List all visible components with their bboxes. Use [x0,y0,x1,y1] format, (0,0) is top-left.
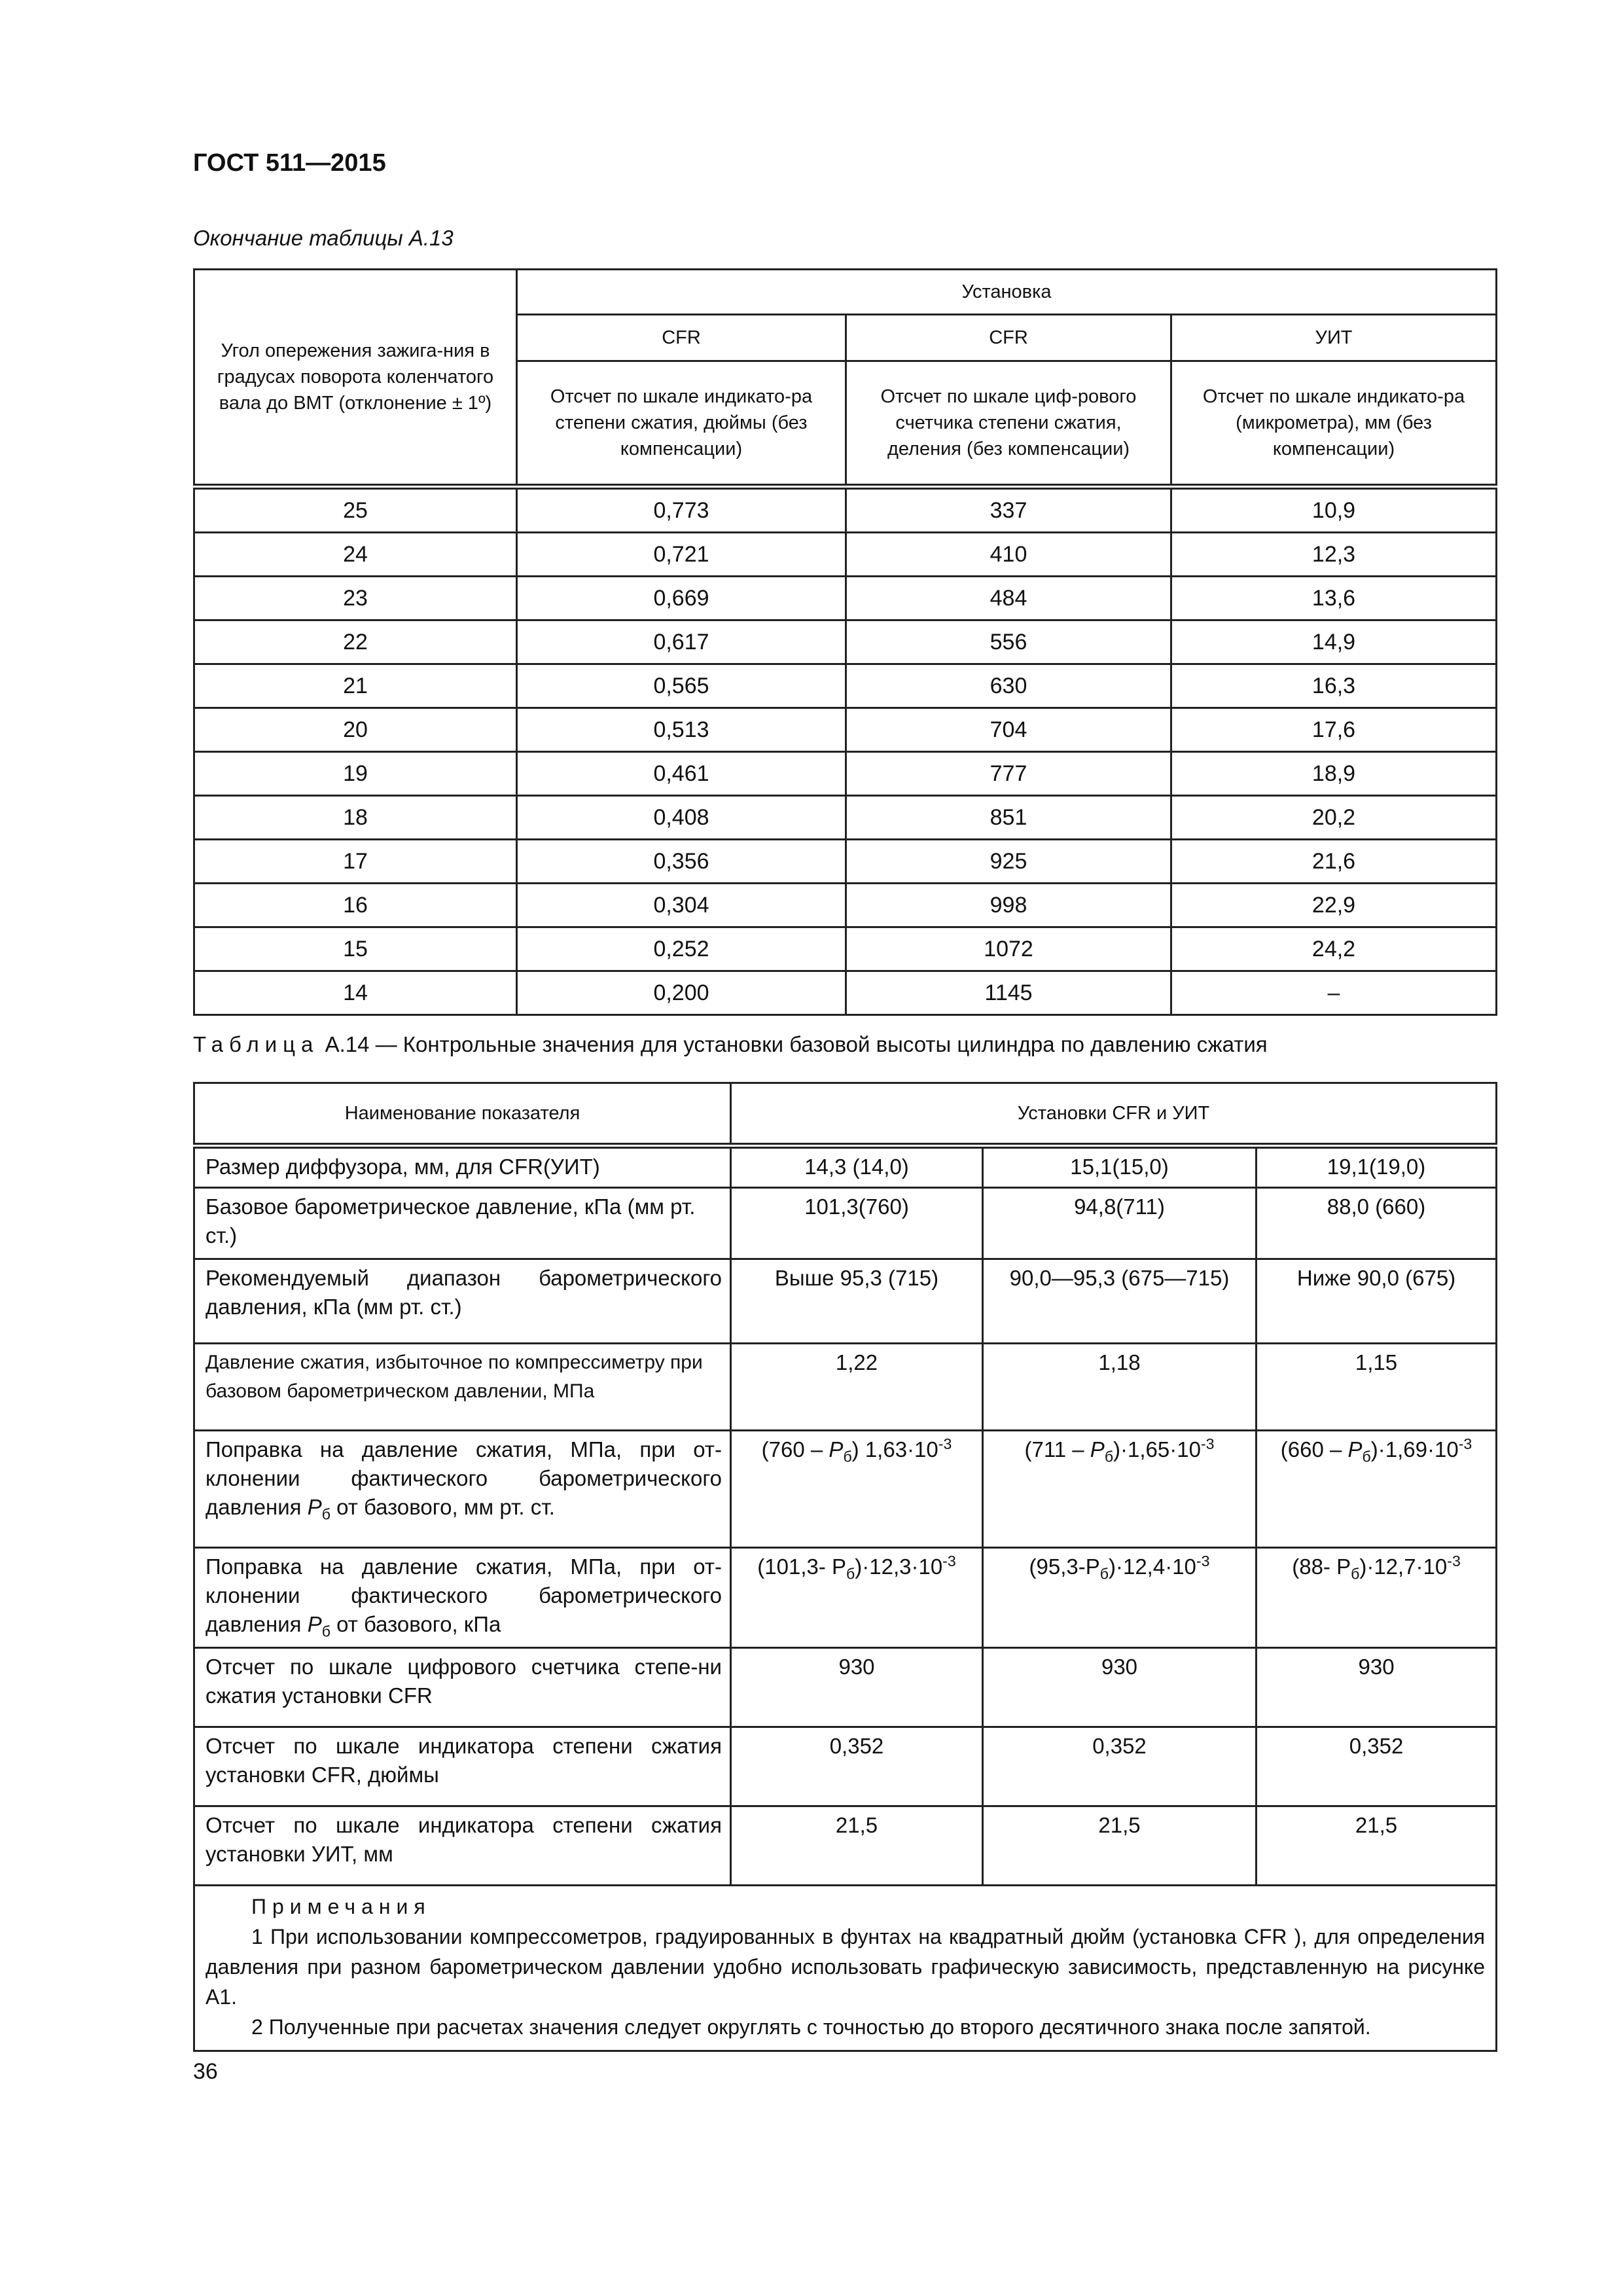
text: от базового, мм рт. ст. [336,1495,555,1519]
cell-mm: 16,3 [1171,664,1497,708]
row-name-base-pressure: Базовое барометрическое давление, кПа (мм рт. ст.) [194,1188,731,1259]
header-digital-counter: Отсчет по шкале циф-рового счетчика степени сжатия, деления (без компенсации) [846,361,1171,487]
cell-value: 1,15 [1257,1344,1497,1431]
cell-counter: 410 [846,533,1171,577]
cell-value: 101,3(760) [731,1188,983,1259]
cell-angle: 16 [194,884,517,927]
cell-value: 15,1(15,0) [983,1146,1257,1188]
cell-angle: 25 [194,487,517,533]
table-a13-caption: Окончание таблицы А.13 [193,226,454,250]
cell-value: Ниже 90,0 (675) [1257,1259,1497,1344]
table-label-word: Таблица [193,1032,319,1056]
header-cfr-1: CFR [517,315,846,361]
cell-counter: 630 [846,664,1171,708]
cell-value: 90,0—95,3 (675—715) [983,1259,1257,1344]
cell-counter: 1072 [846,927,1171,971]
text: Поправка на давление сжатия, МПа, при от-клонении фактического барометрического давления [205,1437,722,1519]
cell-angle: 23 [194,577,517,620]
table-row [194,971,1497,1015]
cell-counter: 925 [846,840,1171,884]
cell-counter: 1145 [846,971,1171,1015]
cell-formula [731,1431,983,1548]
text: (760 – [761,1437,823,1462]
header-cfr-2: CFR [846,315,1171,361]
cell-value: 930 [983,1648,1257,1727]
table-row [194,1259,1497,1344]
cell-mm: 13,6 [1171,577,1497,620]
row-name-correction-kpa [194,1548,731,1648]
text: )·12,7·10 [1359,1554,1448,1579]
table-row [194,487,1497,533]
subscript: б [321,1623,330,1640]
cell-value: 1,18 [983,1344,1257,1431]
cell-value: 1,22 [731,1344,983,1431]
header-ignition-angle: Угол опережения зажига-ния в градусах поворота коленчатого вала до ВМТ (отклонение ± 1º) [194,270,517,487]
table-row [194,1188,1497,1259]
text: )·1,69·10 [1370,1437,1459,1462]
cell-inches: 0,773 [517,487,846,533]
text: )·12,3·10 [855,1554,943,1579]
variable: P [829,1437,844,1462]
text: (95,3-Р [1029,1554,1100,1579]
cell-mm: 10,9 [1171,487,1497,533]
cell-inches: 0,408 [517,796,846,840]
cell-inches: 0,200 [517,971,846,1015]
text: (660 – [1280,1437,1342,1462]
table-a14 [193,1082,1497,2052]
cell-mm: 17,6 [1171,708,1497,752]
cell-formula [983,1548,1257,1648]
text: (88- Р [1292,1554,1351,1579]
cell-inches: 0,617 [517,620,846,664]
header-installations: Установки CFR и УИТ [731,1083,1497,1146]
cell-formula [1257,1431,1497,1548]
table-a14-title: А.14 — Контрольные значения для установки базовой высоты цилиндра по давлению сжатия [325,1032,1268,1056]
cell-inches: 0,252 [517,927,846,971]
table-row [194,840,1497,884]
cell-counter: 998 [846,884,1171,927]
row-name-indicator-cfr: Отсчет по шкале индикатора степени сжатия установки CFR, дюймы [194,1727,731,1806]
exponent: -3 [1200,1435,1215,1452]
cell-inches: 0,669 [517,577,846,620]
table-row [194,620,1497,664]
table-row [194,1431,1497,1548]
table-row [194,927,1497,971]
notes-title: Примечания [251,1895,431,1918]
cell-value: 930 [1257,1648,1497,1727]
table-a13 [193,268,1497,1016]
cell-value: 19,1(19,0) [1257,1146,1497,1188]
cell-counter: 777 [846,752,1171,796]
cell-value: 0,352 [731,1727,983,1806]
cell-inches: 0,304 [517,884,846,927]
table-row [194,1648,1497,1727]
subscript: б [843,1448,852,1465]
cell-mm: 12,3 [1171,533,1497,577]
cell-value: 930 [731,1648,983,1727]
header-uit: УИТ [1171,315,1497,361]
cell-formula [983,1431,1257,1548]
subscript: б [1104,1448,1114,1465]
cell-value: 21,5 [983,1806,1257,1886]
table-row [194,577,1497,620]
table-row [194,1146,1497,1188]
text: (711 – [1024,1437,1084,1462]
cell-angle: 19 [194,752,517,796]
cell-formula [731,1548,983,1648]
text: Поправка на давление сжатия, МПа, при от-клонении фактического барометрического давления [205,1554,722,1636]
cell-mm: 22,9 [1171,884,1497,927]
notes [194,1886,1497,2051]
cell-counter: 556 [846,620,1171,664]
header-indicator-name: Наименование показателя [194,1083,731,1146]
table-row [194,752,1497,796]
note-2: 2 Полученные при расчетах значения следует округлять с точностью до второго десятичного знака после запятой. [251,2015,1371,2039]
cell-inches: 0,513 [517,708,846,752]
row-name-diffuser: Размер диффузора, мм, для CFR(УИТ) [194,1146,731,1188]
cell-mm: 21,6 [1171,840,1497,884]
cell-angle: 18 [194,796,517,840]
variable: P [307,1612,322,1636]
cell-angle: 21 [194,664,517,708]
table-row [194,796,1497,840]
table-row [194,1806,1497,1886]
cell-value: 0,352 [1257,1727,1497,1806]
cell-angle: 22 [194,620,517,664]
cell-mm: 18,9 [1171,752,1497,796]
cell-formula [1257,1548,1497,1648]
header-micrometer-mm: Отсчет по шкале индикато-ра (микрометра), мм (без компенсации) [1171,361,1497,487]
exponent: -3 [1447,1552,1461,1570]
cell-mm: 24,2 [1171,927,1497,971]
row-name-compression-pressure: Давление сжатия, избыточное по компрессиметру при базовом барометрическом давлении, МПа [194,1344,731,1431]
text: ) 1,63·10 [851,1437,938,1462]
table-row [194,1727,1497,1806]
cell-counter: 484 [846,577,1171,620]
table-row [194,1344,1497,1431]
exponent: -3 [942,1552,956,1570]
cell-inches: 0,461 [517,752,846,796]
exponent: -3 [1196,1552,1210,1570]
row-name-indicator-uit: Отсчет по шкале индикатора степени сжатия установки УИТ, мм [194,1806,731,1886]
text: )·1,65·10 [1113,1437,1201,1462]
table-row [194,533,1497,577]
variable: P [1347,1437,1363,1462]
subscript: б [846,1565,855,1583]
notes-row [194,1886,1497,2051]
cell-mm: 14,9 [1171,620,1497,664]
table-row [194,1548,1497,1648]
cell-value: 0,352 [983,1727,1257,1806]
table-row [194,708,1497,752]
cell-inches: 0,356 [517,840,846,884]
document-code: ГОСТ 511—2015 [193,149,386,177]
exponent: -3 [938,1435,952,1452]
cell-mm: – [1171,971,1497,1015]
cell-angle: 15 [194,927,517,971]
table-row [194,664,1497,708]
cell-angle: 17 [194,840,517,884]
cell-counter: 851 [846,796,1171,840]
subscript: б [1351,1565,1360,1583]
table-row [194,884,1497,927]
cell-value: Выше 95,3 (715) [731,1259,983,1344]
cell-angle: 24 [194,533,517,577]
cell-value: 88,0 (660) [1257,1188,1497,1259]
cell-angle: 14 [194,971,517,1015]
cell-value: 21,5 [731,1806,983,1886]
header-installation: Установка [517,270,1497,315]
cell-angle: 20 [194,708,517,752]
header-indicator-inches: Отсчет по шкале индикато-ра степени сжатия, дюймы (без компенсации) [517,361,846,487]
cell-counter: 337 [846,487,1171,533]
row-name-pressure-range: Рекомендуемый диапазон барометрического давления, кПа (мм рт. ст.) [194,1259,731,1344]
row-name-digital-counter: Отсчет по шкале цифрового счетчика степе-ни сжатия установки CFR [194,1648,731,1727]
text: )·12,4·10 [1109,1554,1196,1579]
cell-mm: 20,2 [1171,796,1497,840]
note-1: 1 При использовании компрессометров, градуированных в фунтах на квадратный дюйм (установка CFR ), для определения давления при разном барометрическом давлении удобно использовать графическую зависимость, представленную на рисунке А1. [205,1925,1486,2009]
row-name-correction-mmhg [194,1431,731,1548]
subscript: б [1099,1565,1109,1583]
cell-counter: 704 [846,708,1171,752]
subscript: б [321,1505,330,1523]
variable: P [307,1495,322,1519]
page-number: 36 [193,2059,218,2084]
cell-value: 94,8(711) [983,1188,1257,1259]
cell-value: 14,3 (14,0) [731,1146,983,1188]
table-a14-caption [193,1032,1268,1057]
cell-inches: 0,565 [517,664,846,708]
exponent: -3 [1458,1435,1472,1452]
cell-inches: 0,721 [517,533,846,577]
text: от базового, кПа [336,1612,501,1636]
variable: P [1090,1437,1105,1462]
cell-value: 21,5 [1257,1806,1497,1886]
text: (101,3- Р [757,1554,847,1579]
subscript: б [1362,1448,1371,1465]
